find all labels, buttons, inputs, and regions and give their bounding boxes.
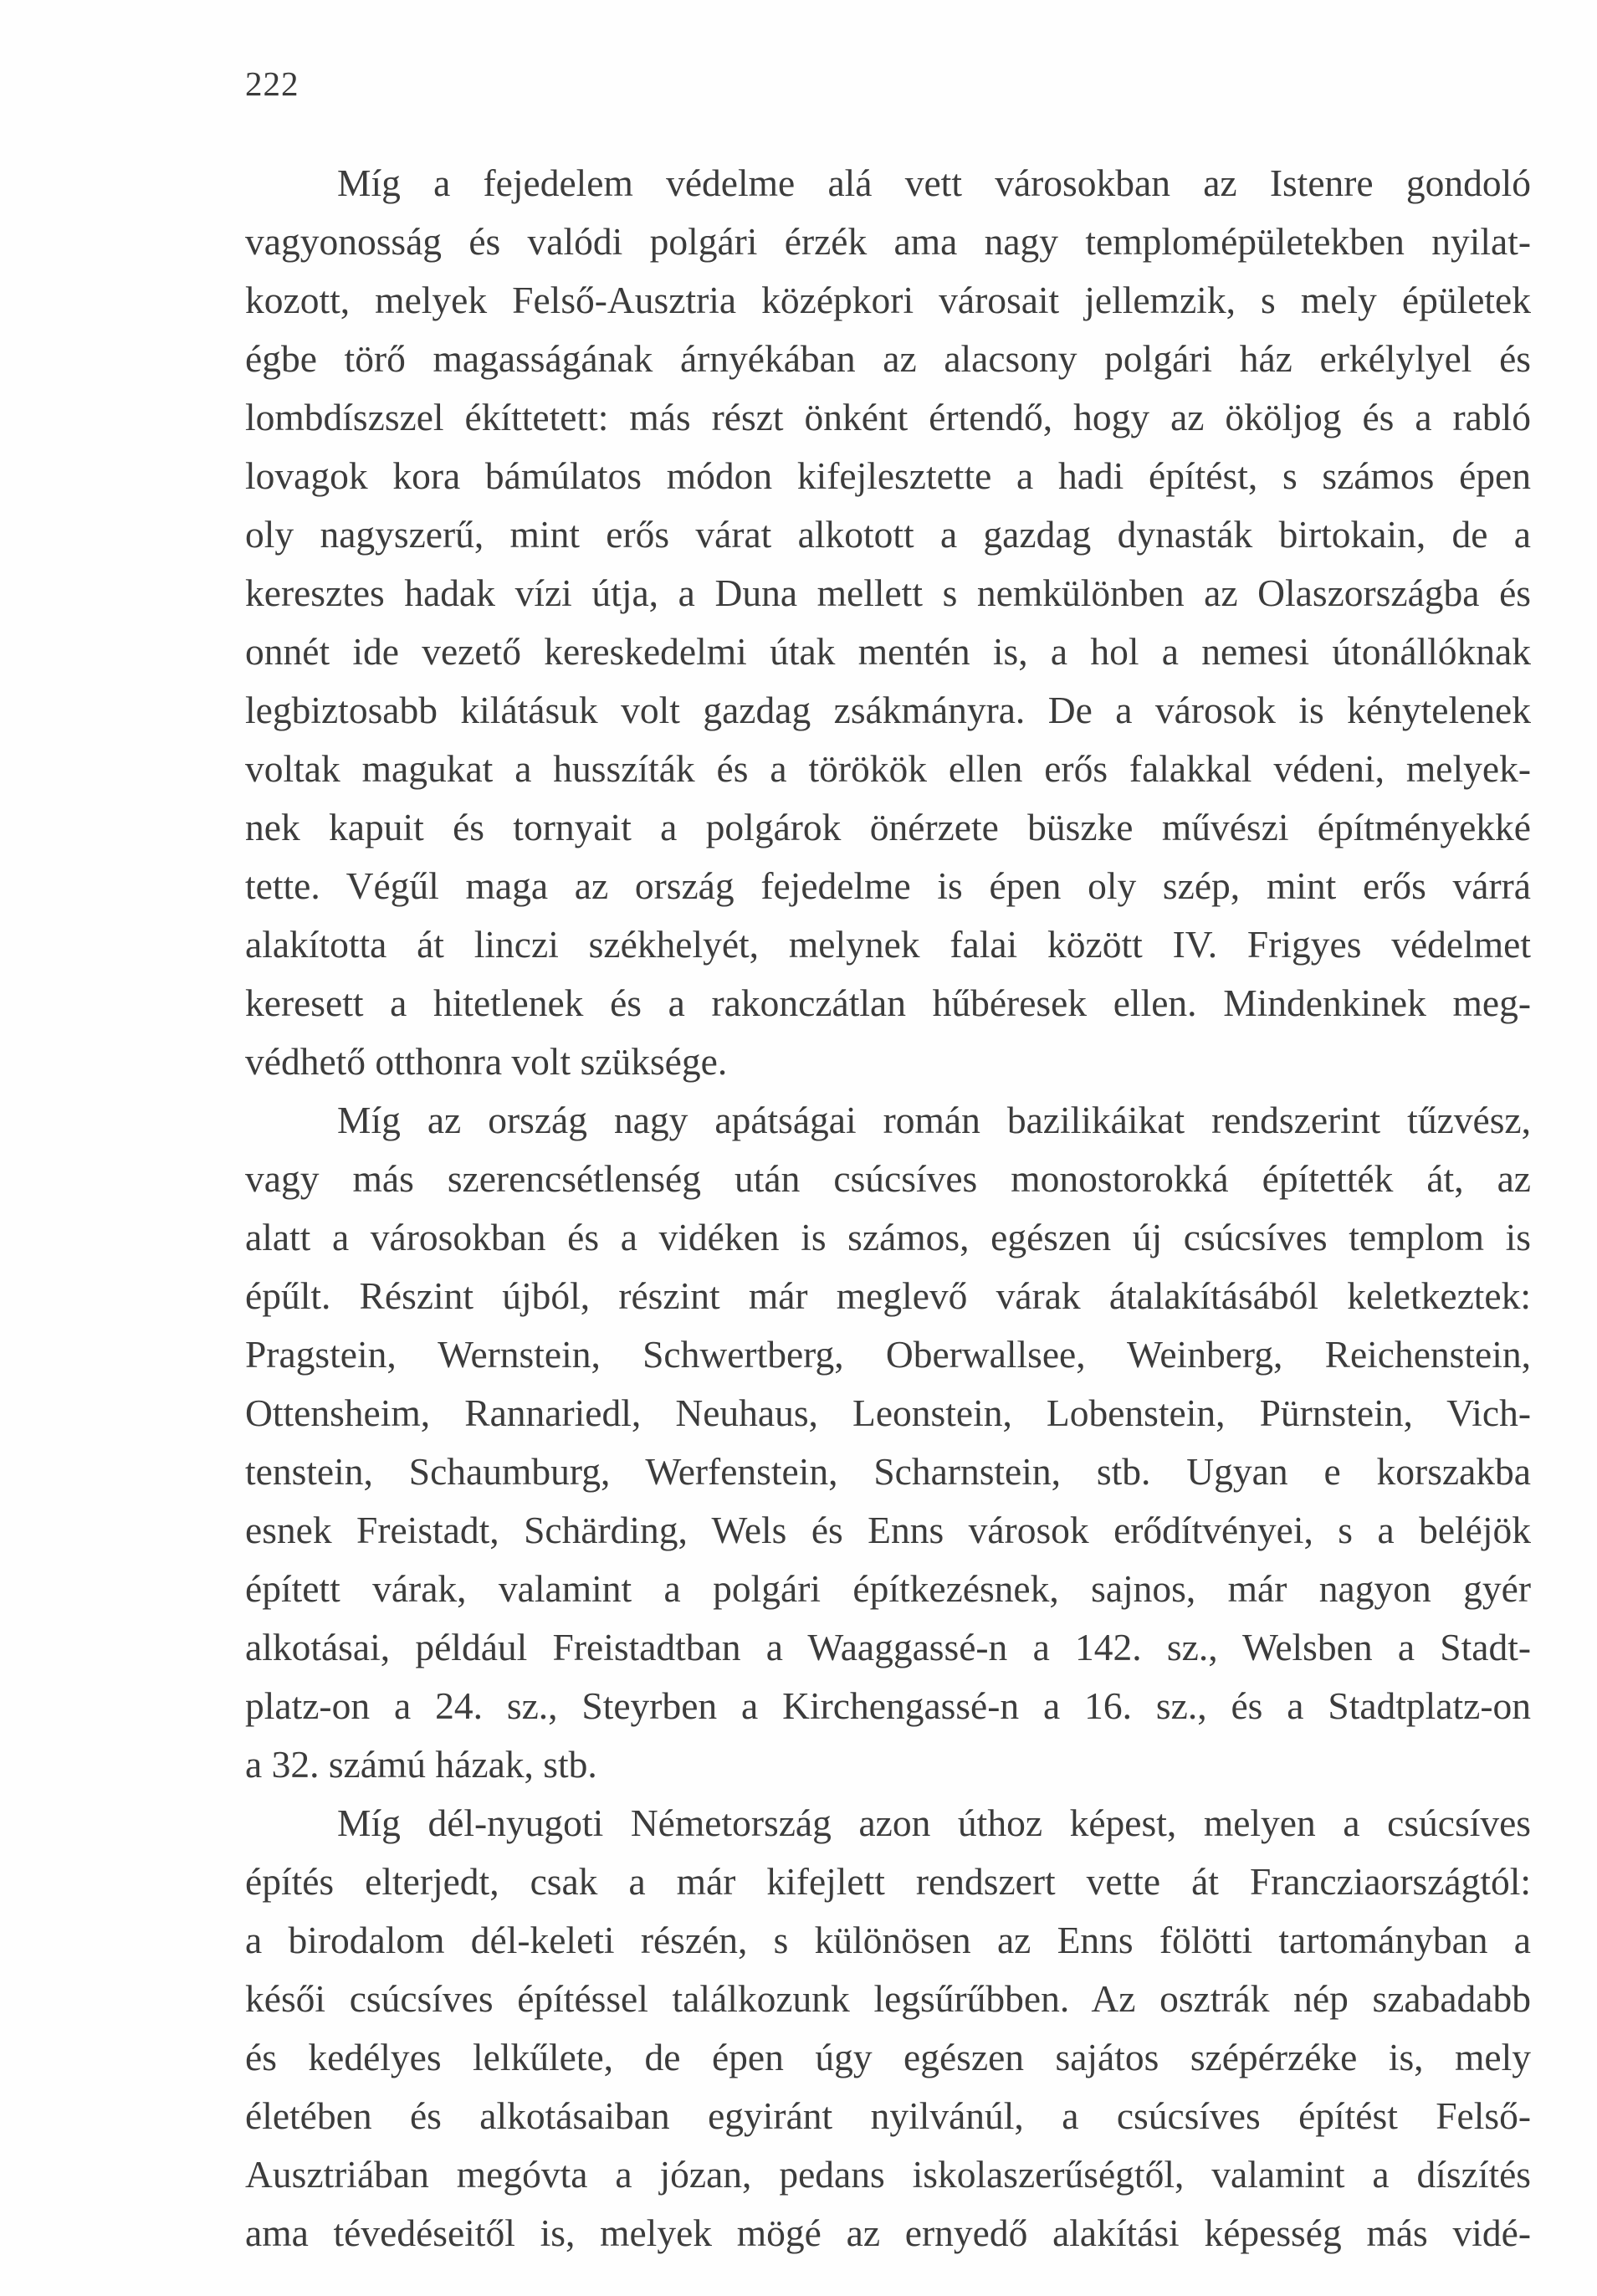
text-line: vagyonosság és valódi polgári érzék ama nagy templomépületekben nyilat- bbox=[245, 220, 1531, 263]
text-line: platz-on a 24. sz., Steyrben a Kirchengassé-n a 16. sz., és a Stadtplatz-on bbox=[245, 1684, 1531, 1727]
text-line: alatt a városokban és a vidéken is számos, egészen új csúcsíves templom is bbox=[245, 1216, 1531, 1258]
text-line: tenstein, Schaumburg, Werfenstein, Scharnstein, stb. Ugyan e korszakba bbox=[245, 1450, 1531, 1493]
text-line: oly nagyszerű, mint erős várat alkotott a gazdag dynasták birtokain, de a bbox=[245, 513, 1531, 556]
page-number: 222 bbox=[245, 64, 299, 103]
text-line: épített várak, valamint a polgári építkezésnek, sajnos, már nagyon gyér bbox=[245, 1567, 1531, 1610]
text-line: Míg a fejedelem védelme alá vett városokban az Istenre gondoló bbox=[337, 161, 1531, 204]
text-line: Pragstein, Wernstein, Schwertberg, Oberwallsee, Weinberg, Reichenstein, bbox=[245, 1333, 1531, 1376]
text-line: keresett a hitetlenek és a rakonczátlan hűbéresek ellen. Mindenkinek meg- bbox=[245, 981, 1531, 1024]
text-line: késői csúcsíves építéssel találkozunk legsűrűbben. Az osztrák nép szabadabb bbox=[245, 1977, 1531, 2020]
text-line: kozott, melyek Felső-Ausztria középkori városait jellemzik, s mely épületek bbox=[245, 279, 1531, 321]
text-line: Ausztriában megóvta a józan, pedans iskolaszerűségtől, valamint a díszítés bbox=[245, 2153, 1531, 2196]
text-line: Míg az ország nagy apátságai román bazilikáikat rendszerint tűzvész, bbox=[337, 1099, 1531, 1141]
text-line: tette. Végűl maga az ország fejedelme is épen oly szép, mint erős várrá bbox=[245, 864, 1531, 907]
text-line: alkotásai, például Freistadtban a Waaggassé-n a 142. sz., Welsben a Stadt- bbox=[245, 1626, 1531, 1668]
text-line: lombdíszszel ékíttetett: más részt önként értendő, hogy az ököljog és a rabló bbox=[245, 396, 1531, 438]
text-line: védhető otthonra volt szüksége. bbox=[245, 1040, 728, 1083]
text-line: Ottensheim, Rannariedl, Neuhaus, Leonstein, Lobenstein, Pürnstein, Vich- bbox=[245, 1391, 1531, 1434]
text-line: épűlt. Részint újból, részint már meglevő várak átalakításából keletkeztek: bbox=[245, 1274, 1531, 1317]
text-line: Míg dél-nyugoti Németország azon úthoz képest, melyen a csúcsíves bbox=[337, 1801, 1531, 1844]
body-text bbox=[245, 154, 1531, 2263]
text-line: lovagok kora bámúlatos módon kifejlesztette a hadi építést, s számos épen bbox=[245, 454, 1531, 497]
text-line: a 32. számú házak, stb. bbox=[245, 1743, 597, 1786]
text-line: nek kapuit és tornyait a polgárok önérzete büszke művészi építményekké bbox=[245, 806, 1531, 848]
text-line: onnét ide vezető kereskedelmi útak mentén is, a hol a nemesi útonállóknak bbox=[245, 630, 1531, 673]
text-line: építés elterjedt, csak a már kifejlett rendszert vette át Francziaországtól: bbox=[245, 1860, 1531, 1903]
text-line: voltak magukat a husszíták és a törökök ellen erős falakkal védeni, melyek- bbox=[245, 747, 1531, 790]
text-line: ama tévedéseitől is, melyek mögé az ernyedő alakítási képesség más vidé- bbox=[245, 2211, 1531, 2254]
text-line: legbiztosabb kilátásuk volt gazdag zsákmányra. De a városok is kénytelenek bbox=[245, 689, 1531, 731]
text-line: esnek Freistadt, Schärding, Wels és Enns városok erődítvényei, s a beléjök bbox=[245, 1509, 1531, 1551]
text-line: a birodalom dél-keleti részén, s különösen az Enns fölötti tartományban a bbox=[245, 1919, 1531, 1961]
text-line: vagy más szerencsétlenség után csúcsíves monostorokká építették át, az bbox=[245, 1157, 1531, 1200]
text-line: életében és alkotásaiban egyiránt nyilvánúl, a csúcsíves építést Felső- bbox=[245, 2094, 1531, 2137]
text-line: keresztes hadak vízi útja, a Duna mellett s nemkülönben az Olaszországba és bbox=[245, 571, 1531, 614]
text-line: és kedélyes lelkűlete, de épen úgy egészen sajátos szépérzéke is, mely bbox=[245, 2036, 1531, 2078]
text-line: égbe törő magasságának árnyékában az alacsony polgári ház erkélylyel és bbox=[245, 337, 1531, 380]
text-line: alakította át linczi székhelyét, melynek falai között IV. Frigyes védelmet bbox=[245, 923, 1531, 966]
